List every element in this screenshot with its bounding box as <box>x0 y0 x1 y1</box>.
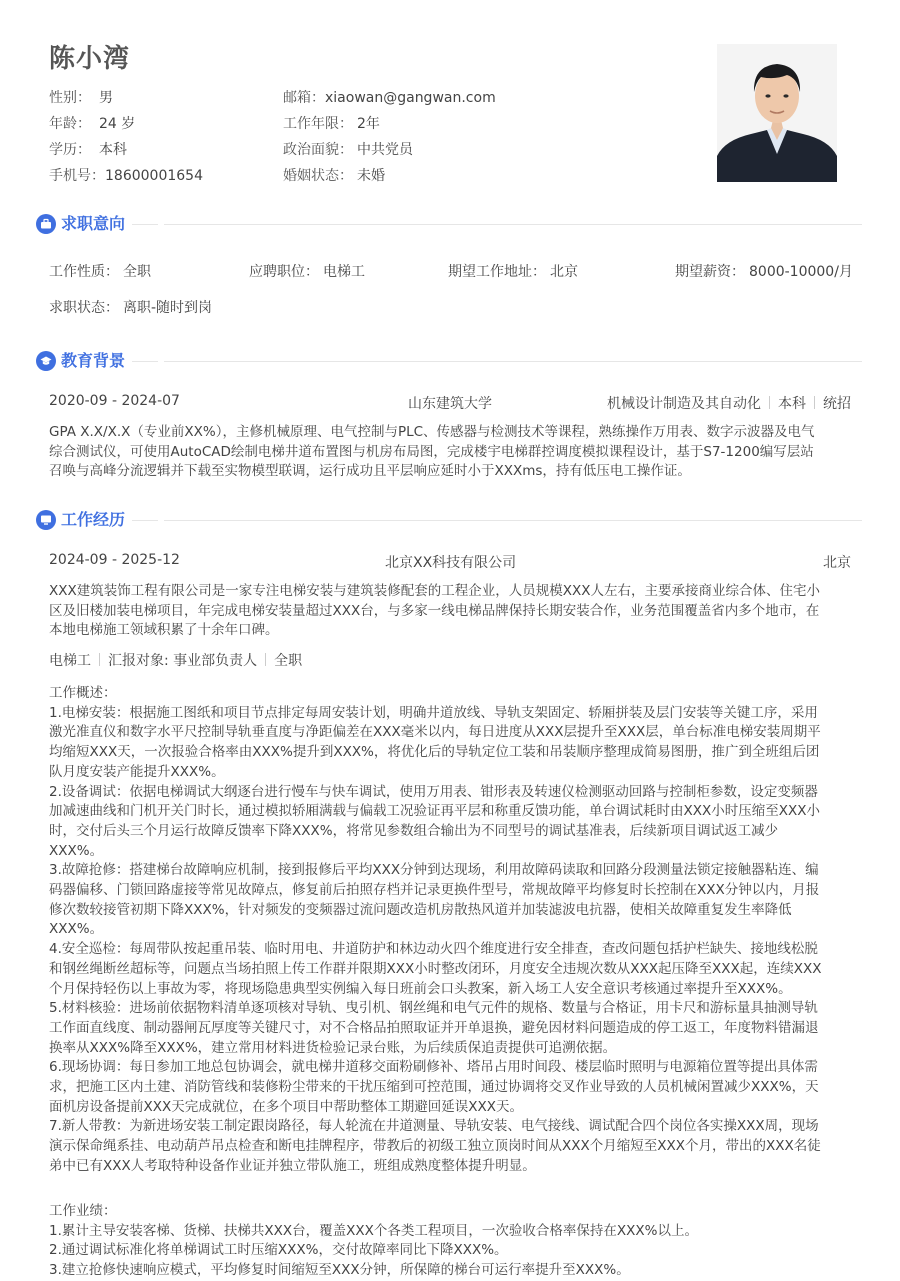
section-divider <box>164 361 862 362</box>
description-line: 工作面直线度、制动器闸瓦厚度等关键尺寸，对不合格品拍照取证并开单退换，避免因材料问题造成的停工返工，年度物料错漏退 <box>49 1019 819 1036</box>
separator <box>814 396 815 409</box>
job-status-field <box>49 297 212 317</box>
position-field <box>249 261 365 281</box>
company-name: 北京XX科技有限公司 <box>385 555 517 571</box>
section-title: 求职意向 <box>61 214 126 233</box>
portrait-illustration <box>717 44 837 182</box>
salary-label: 期望薪资： <box>675 264 745 280</box>
separator <box>769 396 770 409</box>
education-period: 2020-09 - 2024-07 <box>49 393 180 409</box>
school-name: 山东建筑大学 <box>408 396 492 412</box>
section-divider <box>164 520 862 521</box>
location-label: 期望工作地址： <box>448 264 546 280</box>
results-title: 工作业绩： <box>49 1203 117 1219</box>
education-meta <box>607 393 851 413</box>
briefcase-icon <box>36 214 56 234</box>
email-label: 邮箱： <box>283 90 325 106</box>
years-value: 2年 <box>357 116 380 132</box>
description-line: 修次数较接管初期下降XXX%，针对频发的变频器过流问题改造机房散热风道并加装滤波电抗器，使相关故障重复发生率降低 <box>49 901 792 918</box>
description-line: 演示保命绳系挂、电动葫芦吊点检查和断电挂牌程序，带教后的初级工独立顶岗时间从XXX个月缩短至XXX个月，带出的XXX名徒 <box>49 1138 821 1155</box>
job-type-value: 全职 <box>123 264 151 280</box>
profile-photo <box>717 44 837 182</box>
description-line: 队月度安装产能提升XXX%。 <box>49 763 225 780</box>
separator <box>99 653 100 666</box>
text-line: 召唤与高峰分流逻辑并下载至实物模型联调，运行成功且平层响应延时小于XXXms，持有低压电工操作证。 <box>49 463 691 480</box>
text-line: 本地电梯施工领域积累了十余年口碑。 <box>49 622 279 639</box>
education-level-field <box>49 139 127 159</box>
marital-value: 未婚 <box>357 168 385 184</box>
description-line: 面机房设备提前XXX天完成就位，在多个项目中帮助整体工期避回延误XXX天。 <box>49 1098 523 1115</box>
description-line: 均缩短XXX天，一次报验合格率由XXX%提升到XXX%，将优化后的导轨定位工装和吊装顺序整理成简易图册，推广到全班组后团 <box>49 744 820 761</box>
section-divider <box>164 224 862 225</box>
gender-field <box>49 87 113 107</box>
education-description <box>49 423 851 482</box>
email-field <box>283 87 496 107</box>
description-line: 码器偏移、门锁回路虚接等常见故障点，修复前后拍照存档并记录更换件型号，常规故障平均修复时长控制在XXX分钟以内，月报 <box>49 882 820 899</box>
salary-value: 8000-10000/月 <box>749 264 853 280</box>
result-item: 2.通过调试标准化将单梯调试工时压缩XXX%，交付故障率同比下降XXX%。 <box>49 1242 508 1259</box>
age-label: 年龄： <box>49 116 91 132</box>
result-item: 1.累计主导安装客梯、货梯、扶梯共XXX台，覆盖XXX个各类工程项目，一次验收合格率保持在XXX%以上。 <box>49 1222 698 1239</box>
description-line: 5.材料核验：进场前依据物料清单逐项核对导轨、曳引机、钢丝绳和电气元件的规格、数量与合格证，用卡尺和游标量具抽测导轨 <box>49 1000 818 1017</box>
description-line: 4.安全巡检：每周带队按起重吊装、临时用电、井道防护和林边动火四个维度进行安全排查，查改问题包括护栏缺失、接地线松脱 <box>49 941 818 958</box>
job-status-value: 离职-随时到岗 <box>123 300 213 316</box>
section-title: 教育背景 <box>61 351 126 370</box>
work-description <box>49 684 851 1177</box>
graduation-cap-icon <box>36 351 56 371</box>
description-line: 加减速曲线和门机开关门时长，通过模拟轿厢满载与偏载工况验证再平层和称重反馈功能，单台调试耗时由XXX小时压缩至XXX小 <box>49 803 820 820</box>
age-value: 24 岁 <box>99 116 136 132</box>
degree: 本科 <box>778 396 806 412</box>
separator <box>265 653 266 666</box>
description-line: 弟中已有XXX人考取特种设备作业证并独立带队施工，班组成熟度整体提升明显。 <box>49 1157 536 1174</box>
description-line: 2.设备调试：依据电梯调试大纲逐台进行慢车与快车调试，使用万用表、钳形表及转速仪检测驱动回路与控制柜参数，设定变频器 <box>49 783 818 800</box>
description-line: 7.新人带教：为新进场安装工制定跟岗路径，每人轮流在井道测量、导轨安装、电气接线、调试配合四个岗位各实操XXX周，现场 <box>49 1118 819 1135</box>
job-type-label: 工作性质： <box>49 264 119 280</box>
text-line: XXX建筑装饰工程有限公司是一家专注电梯安装与建筑装修配套的工程企业，人员规模XXX人左右，主要承接商业综合体、住宅小 <box>49 583 820 599</box>
education-level-label: 学历： <box>49 142 91 158</box>
position-label: 应聘职位： <box>249 264 319 280</box>
job-type-field <box>49 261 151 281</box>
text-line: 综合测试仪，可使用AutoCAD绘制电梯井道布置图与机房布局图，完成楼宇电梯群控调度模拟课程设计，基于S7-1200编写层站 <box>49 443 814 460</box>
candidate-name: 陈小湾 <box>49 44 131 74</box>
description-line: 个月保持轻伤以上事故为零，将现场隐患典型实例编入每日班前会口头教案，新入场工人安全意识考核通过率提升至XXX%。 <box>49 980 792 997</box>
education-level-value: 本科 <box>99 142 127 158</box>
section-header-work <box>36 508 862 532</box>
politics-value: 中共党员 <box>357 142 413 158</box>
marital-label: 婚姻状态： <box>283 168 353 184</box>
years-field <box>283 113 380 133</box>
gender-value: 男 <box>99 90 113 106</box>
description-line: XXX%。 <box>49 921 104 938</box>
monitor-icon <box>36 510 56 530</box>
salary-field <box>675 261 853 281</box>
location-value: 北京 <box>550 264 578 280</box>
section-header-education <box>36 349 862 373</box>
result-item: 3.建立抢修快速响应模式，平均修复时间缩短至XXX分钟，所保障的梯台可运行率提升至XXX%。 <box>49 1262 630 1279</box>
section-header-job-intent <box>36 212 862 236</box>
company-intro <box>49 582 851 641</box>
description-line: 3.故障抢修：搭建梯台故障响应机制，接到报修后平均XXX分钟到达现场，利用故障码读取和回路分段测量法锁定接触器粘连、编 <box>49 862 819 879</box>
tag-role: 电梯工 <box>49 653 91 669</box>
description-line: 求，把施工区内土建、消防管线和装修粉尘带来的干扰压缩到可控范围，通过协调将交叉作业导致的人员机械闲置减少XXX%，天 <box>49 1079 819 1096</box>
phone-field <box>49 165 203 185</box>
tag-report: 汇报对象: 事业部负责人 <box>108 653 258 669</box>
politics-label: 政治面貌： <box>283 142 353 158</box>
phone-value: 18600001654 <box>105 168 203 184</box>
email-value: xiaowan@gangwan.com <box>325 90 496 106</box>
work-tags <box>49 650 302 670</box>
description-line: XXX%。 <box>49 842 104 859</box>
years-label: 工作年限： <box>283 116 353 132</box>
phone-label: 手机号： <box>49 168 105 184</box>
text-line: 区及旧楼加装电梯项目，年完成电梯安装量超过XXX台，与多家一线电梯品牌保持长期安装合作，业务范围覆盖省内多个地市，在 <box>49 602 820 619</box>
politics-field <box>283 139 413 159</box>
position-value: 电梯工 <box>323 264 365 280</box>
job-status-label: 求职状态： <box>49 300 119 316</box>
description-line: 换率从XXX%降至XXX%，建立常用材料进货检验记录台账，为后续质保追责提供可追溯依据。 <box>49 1039 617 1056</box>
enrollment-mode: 统招 <box>823 396 851 412</box>
gender-label: 性别： <box>49 90 91 106</box>
major: 机械设计制造及其自动化 <box>607 396 761 412</box>
location-field <box>448 261 578 281</box>
description-line: 时，交付后头三个月运行故障反馈率下降XXX%，将常见参数组合输出为不同型号的调试基准表，后续新项目调试返工减少 <box>49 822 779 839</box>
description-heading: 工作概述： <box>49 685 117 701</box>
work-city: 北京 <box>823 555 851 571</box>
description-line: 和钢丝绳断丝超标等，问题点当场拍照上传工作群并限期XXX小时整改闭环，月度安全违规次数从XXX起压降至XXX起，连续XXX <box>49 960 822 977</box>
description-line: 1.电梯安装：根据施工图纸和项目节点排定每周安装计划，明确井道放线、导轨支架固定、轿厢拼装及层门安装等关键工序，采用 <box>49 704 818 721</box>
marital-field <box>283 165 385 185</box>
text-line: GPA X.X/X.X（专业前XX%），主修机械原理、电气控制与PLC、传感器与检测技术等课程，熟练操作万用表、数字示波器及电气 <box>49 424 815 440</box>
work-results <box>49 1202 851 1281</box>
age-field <box>49 113 135 133</box>
tag-type: 全职 <box>274 653 303 669</box>
description-line: 6.现场协调：每日参加工地总包协调会，就电梯井道移交面粉刷修补、塔吊占用时间段、楼层临时照明与电源箱位置等提出具体需 <box>49 1059 818 1076</box>
section-title: 工作经历 <box>61 510 126 529</box>
description-line: 激光准直仪和数字水平尺控制导轨垂直度与净距偏差在XXX毫米以内，每日进度从XXX层提升至XXX层，单台标准电梯安装周期平 <box>49 724 821 741</box>
work-period: 2024-09 - 2025-12 <box>49 552 180 568</box>
